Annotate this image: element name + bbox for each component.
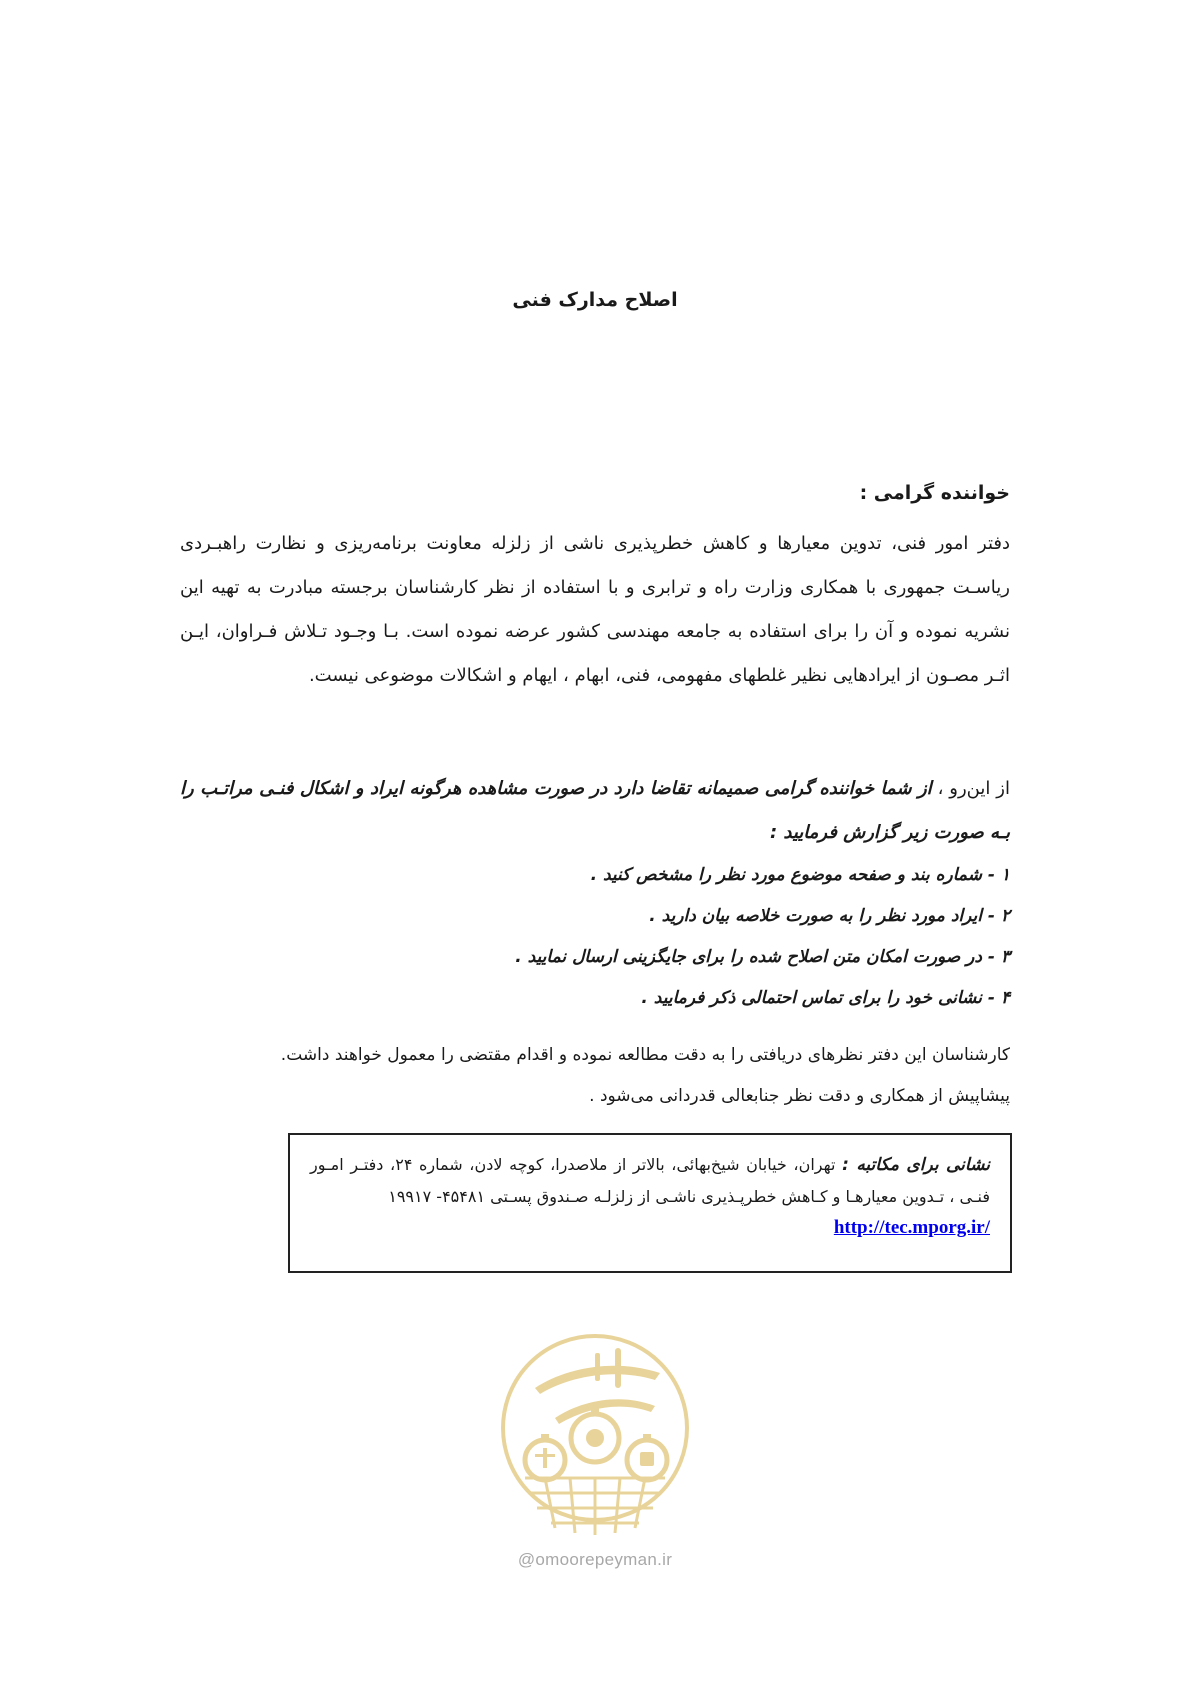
request-emphasis: از شما خواننده گرامی صمیمانه تقاضا دارد در صورت مشاهده هرگونه ایراد و اشکال فنـی مراتـب را بـه صورت زیر گزارش فرمایید : <box>180 778 1010 843</box>
contact-label: نشانی برای مکاتبه : <box>842 1155 990 1175</box>
closing-line: پیشاپیش از همکاری و دقت نظر جنابعالی قدردانی می‌شود . <box>589 1086 1010 1106</box>
contact-address: تهران، خیابان شیخ‌بهائی، بالاتر از ملاصدرا، کوچه لادن، شماره ۲۴، دفتـر امـور فنـی ، تـدوین معیارهـا و کـاهش خطرپـذیری ناشـی از زلزلـه صـندوق پسـتی ۴۵۴۸۱- ۱۹۹۱۷ <box>310 1155 990 1206</box>
closing-line: کارشناسان این دفتر نظرهای دریافتی را به دقت مطالعه نموده و اقدام مقتضی را معمول خواهند داشت. <box>280 1045 1010 1065</box>
instruction-item: ۳ - در صورت امکان متن اصلاح شده را برای جایگزینی ارسال نمایید . <box>515 947 1010 967</box>
closing-paragraph <box>180 1035 1010 1117</box>
greeting-heading: خواننده گرامی : <box>859 482 1010 504</box>
page-title: اصلاح مدارک فنی <box>512 289 678 311</box>
instruction-item: ۱ - شماره بند و صفحه موضوع مورد نظر را مشخص کنید . <box>590 865 1010 885</box>
watermark-logo <box>495 1328 695 1588</box>
watermark-caption: @omoorepeyman.ir <box>517 1550 673 1569</box>
request-paragraph <box>180 767 1010 855</box>
watermark-emblem-icon <box>495 1328 695 1548</box>
contact-box <box>288 1133 1012 1273</box>
request-lead: از این‌رو ، <box>937 778 1010 799</box>
instruction-list <box>180 855 1010 1019</box>
instruction-item: ۲ - ایراد مورد نظر را به صورت خلاصه بیان دارید . <box>649 906 1010 926</box>
contact-url-link[interactable]: http://tec.mporg.ir/ <box>833 1217 990 1238</box>
intro-paragraph: دفتر امور فنی، تدوین معیارها و کاهش خطرپذیری ناشی از زلزله معاونت برنامه‌ریزی و نظارت راهبـردی ریاسـت جمهوری با همکاری وزارت راه و ترابری و با استفاده از نظر کارشناسان برجسته مبادرت به تهیه این نشریه نموده و آن را برای استفاده به جامعه مهندسی کشور عرضه نموده است. بـا وجـود تـلاش فـراوان، ایـن اثـر مصـون از ایرادهایی نظیر غلطهای مفهومی، فنی، ابهام ، ایهام و اشکالات موضوعی نیست. <box>180 533 1010 686</box>
instruction-item: ۴ - نشانی خود را برای تماس احتمالی ذکر فرمایید . <box>641 988 1010 1008</box>
